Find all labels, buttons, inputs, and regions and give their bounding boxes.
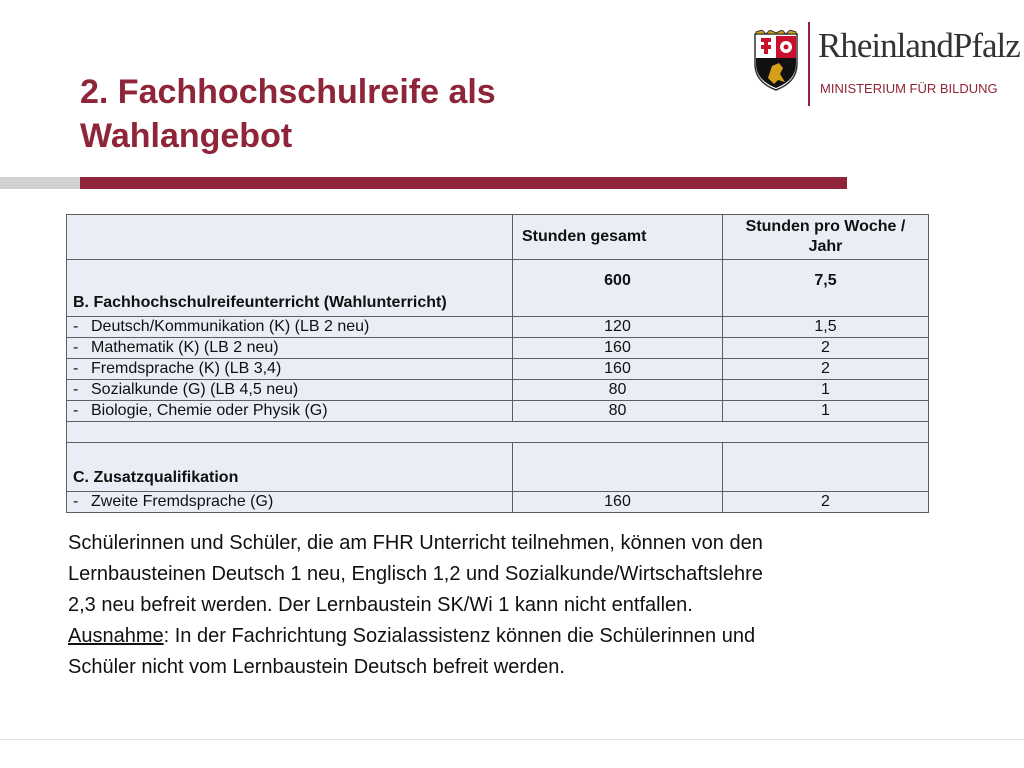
title-rule-gray	[0, 177, 80, 189]
row-per-week: 1,5	[723, 317, 929, 338]
slide-title-line-2: Wahlangebot	[80, 117, 293, 155]
row-total: 160	[513, 492, 723, 513]
table-row	[67, 492, 929, 513]
table-section-row	[67, 260, 929, 317]
ministry-logo	[752, 22, 1020, 108]
section-label: C. Zusatzqualifikation	[67, 443, 513, 492]
row-total: 160	[513, 359, 723, 380]
paragraph-line: 2,3 neu befreit werden. Der Lernbaustein SK/Wi 1 kann nicht entfallen.	[68, 594, 693, 616]
paragraph-line: Schülerinnen und Schüler, die am FHR Unterricht teilnehmen, können von den	[68, 532, 763, 554]
table-row	[67, 359, 929, 380]
table-header-cell	[67, 215, 513, 260]
row-label-cell	[67, 359, 513, 380]
row-label-cell	[67, 317, 513, 338]
row-label-cell	[67, 380, 513, 401]
row-dash: -	[73, 381, 79, 398]
row-label: Deutsch/Kommunikation (K) (LB 2 neu)	[91, 318, 370, 335]
section-total	[513, 443, 723, 492]
section-total: 600	[513, 260, 723, 317]
row-label: Mathematik (K) (LB 2 neu)	[91, 339, 279, 356]
spacer-cell	[67, 422, 929, 443]
logo-wordmark: RheinlandPfalz	[818, 26, 1020, 65]
row-dash: -	[73, 339, 79, 356]
table-row	[67, 380, 929, 401]
table-row	[67, 317, 929, 338]
row-per-week: 2	[723, 492, 929, 513]
row-per-week: 2	[723, 359, 929, 380]
row-label: Sozialkunde (G) (LB 4,5 neu)	[91, 381, 299, 398]
row-label: Biologie, Chemie oder Physik (G)	[91, 402, 328, 419]
table-header-cell: Stunden pro Woche / Jahr	[723, 215, 929, 260]
row-label-cell	[67, 492, 513, 513]
section-per-week: 7,5	[723, 260, 929, 317]
table-header-row	[67, 215, 929, 260]
coat-of-arms-icon	[752, 30, 800, 92]
row-total: 80	[513, 380, 723, 401]
row-dash: -	[73, 360, 79, 377]
row-total: 160	[513, 338, 723, 359]
row-label-cell	[67, 338, 513, 359]
title-rule-accent	[80, 177, 847, 189]
body-paragraph	[68, 528, 968, 683]
logo-divider	[808, 22, 810, 106]
hours-table	[66, 214, 928, 510]
row-per-week: 1	[723, 380, 929, 401]
row-dash: -	[73, 318, 79, 335]
table-row	[67, 401, 929, 422]
section-per-week	[723, 443, 929, 492]
footer-divider	[0, 739, 1024, 740]
paragraph-line: Lernbausteinen Deutsch 1 neu, Englisch 1,2 und Sozialkunde/Wirtschaftslehre	[68, 563, 763, 585]
row-label: Fremdsprache (K) (LB 3,4)	[91, 360, 282, 377]
paragraph-line: : In der Fachrichtung Sozialassistenz können die Schülerinnen und	[163, 625, 756, 647]
table-section-row	[67, 443, 929, 492]
logo-ministry-label: MINISTERIUM FÜR BILDUNG	[820, 81, 998, 96]
row-dash: -	[73, 493, 79, 510]
row-label: Zweite Fremdsprache (G)	[91, 493, 274, 510]
row-dash: -	[73, 402, 79, 419]
table-header-cell: Stunden gesamt	[513, 215, 723, 260]
slide-title	[80, 70, 680, 158]
row-per-week: 2	[723, 338, 929, 359]
paragraph-line: Schüler nicht vom Lernbaustein Deutsch befreit werden.	[68, 656, 565, 678]
table-spacer-row	[67, 422, 929, 443]
section-label: B. Fachhochschulreifeunterricht (Wahlunterricht)	[67, 260, 513, 317]
row-label-cell	[67, 401, 513, 422]
table-row	[67, 338, 929, 359]
slide-title-line-1: 2. Fachhochschulreife als	[80, 73, 496, 111]
row-per-week: 1	[723, 401, 929, 422]
exception-label: Ausnahme	[68, 625, 164, 647]
row-total: 80	[513, 401, 723, 422]
row-total: 120	[513, 317, 723, 338]
